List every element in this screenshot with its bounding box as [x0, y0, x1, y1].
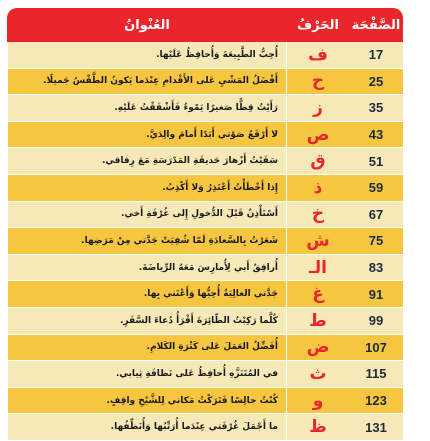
title-cell: أَسْتَأْذِنُ قَبْلَ الدُّخولِ إِلى غُرْفَةِ أَخي. — [7, 202, 287, 228]
page-number: 115 — [349, 361, 403, 387]
table-row[interactable] — [7, 42, 403, 69]
table-row[interactable] — [7, 361, 403, 388]
title-cell: أُفَضِّلُ العَمَلَ عَلى كَثْرَةِ الكَلامِ. — [7, 335, 287, 361]
table-row[interactable] — [7, 175, 403, 202]
title-cell: أَفْضَلُ المَشْيِ عَلى الأَقْدامِ عِنْدَما يَكونُ الطَّقْسُ جَميلًا. — [7, 69, 287, 95]
table-row[interactable] — [7, 95, 403, 122]
table-row[interactable] — [7, 69, 403, 96]
title-cell: رَأَيْتُ قِطًّا صَغيرًا يَمْوءُ فَأَشْفَقْتُ عَلَيْهِ. — [7, 95, 287, 121]
table-row[interactable] — [7, 335, 403, 362]
table-row[interactable] — [7, 202, 403, 229]
page-number: 91 — [349, 281, 403, 307]
letter-cell: ق — [287, 148, 349, 174]
letter-cell: ذ — [287, 175, 349, 201]
letter-cell: ح — [287, 69, 349, 95]
page-number: 67 — [349, 202, 403, 228]
table-row[interactable] — [7, 308, 403, 335]
page-number: 43 — [349, 122, 403, 148]
table-body — [7, 42, 403, 441]
title-cell: جَدَّتي الغالِيَةُ أُحِبُّها وَأَعْتَني بِها. — [7, 281, 287, 307]
title-cell: سَقَيْتُ أَزْهارَ حَديقَةِ المَدْرَسَةِ مَعَ رِفاقي. — [7, 148, 287, 174]
letter-cell: خ — [287, 202, 349, 228]
table-row[interactable] — [7, 414, 403, 441]
page-number: 99 — [349, 308, 403, 334]
title-cell: ما أَجْمَلَ غُرْفَتي عِنْدَما أُرَتِّبُها وَأُنَظِّفُها. — [7, 414, 287, 440]
title-cell: كُلَّما رَكِبْتُ الطّائِرَةَ أَقْرَأُ دُعاءَ السَّفَرِ. — [7, 308, 287, 334]
table-row[interactable] — [7, 228, 403, 255]
page-number: 17 — [349, 42, 403, 68]
letter-cell: ض — [287, 335, 349, 361]
title-cell: شَعَرْتُ بِالسَّعادَةِ لَمّا شُفِيَتْ جَدَّتي مِنْ مَرَضِها. — [7, 228, 287, 254]
page-number: 25 — [349, 69, 403, 95]
table-row[interactable] — [7, 122, 403, 149]
letter-cell: ز — [287, 95, 349, 121]
letter-cell: غ — [287, 281, 349, 307]
title-cell: أُرافِقُ أَبي لِأُمارِسَ مَعَهُ الرِّياضَةَ. — [7, 255, 287, 281]
title-cell: أُحِبُّ الطَّبِيعَةَ وَأُحافِظُ عَلَيْها. — [7, 42, 287, 68]
table-row[interactable] — [7, 388, 403, 415]
title-cell: في المُتَنَزَّهِ أُحافِظُ عَلى نَظافَةِ ثِيابي. — [7, 361, 287, 387]
title-cell: إِذا أَخْطَأْتُ أَعْتَذِرُ وَلا أَكْذِبُ. — [7, 175, 287, 201]
table-row[interactable] — [7, 148, 403, 175]
letter-cell: ظ — [287, 414, 349, 440]
header-title: العُنْوانُ — [124, 17, 170, 33]
page-number: 83 — [349, 255, 403, 281]
letter-cell: و — [287, 388, 349, 414]
table-row[interactable] — [7, 281, 403, 308]
letter-cell: ف — [287, 42, 349, 68]
title-cell: لا أَرْفَعُ صَوْتي أَبَدًا أَمامَ والِدَيَّ. — [7, 122, 287, 148]
page-number: 107 — [349, 335, 403, 361]
letter-cell: ش — [287, 228, 349, 254]
title-cell: كُنْتُ جالِسًا فَتَرَكْتُ مَكاني لِلشَّيْخِ واقِفٍ. — [7, 388, 287, 414]
page-number: 75 — [349, 228, 403, 254]
page-number: 123 — [349, 388, 403, 414]
letter-cell: ص — [287, 122, 349, 148]
letter-cell: الـ — [287, 255, 349, 281]
header-page: الصَّفْحَة — [351, 17, 401, 33]
table-row[interactable] — [7, 255, 403, 282]
header-letter: الحَرْفُ — [297, 17, 339, 33]
page-number: 59 — [349, 175, 403, 201]
table-header — [7, 8, 403, 42]
table-of-contents — [7, 8, 403, 438]
page-number: 131 — [349, 414, 403, 440]
page-number: 51 — [349, 148, 403, 174]
page-number: 35 — [349, 95, 403, 121]
letter-cell: ث — [287, 361, 349, 387]
letter-cell: ط — [287, 308, 349, 334]
